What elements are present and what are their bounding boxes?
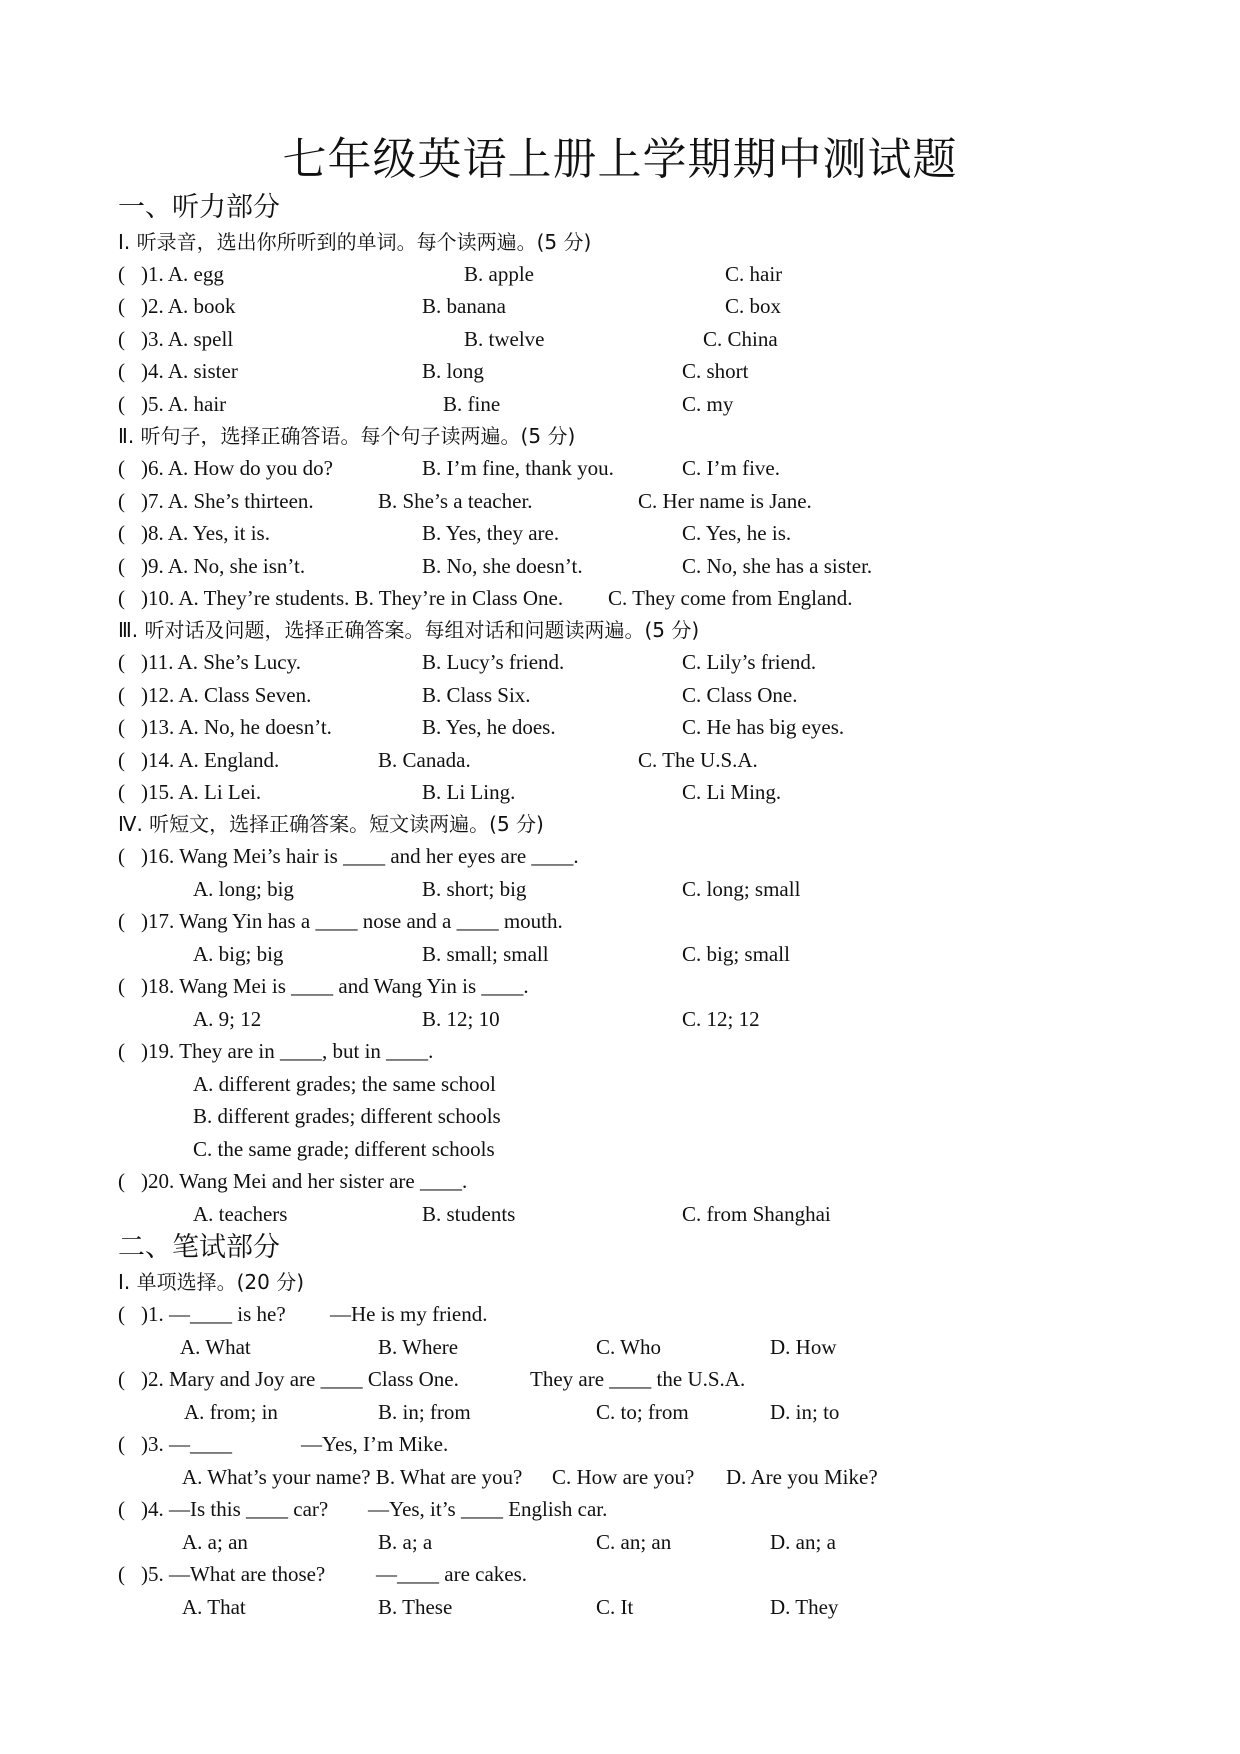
part-listening-heading: 一、听力部分 xyxy=(118,192,280,223)
option-b: B. I’m fine, thank you. xyxy=(422,456,614,480)
answer-paren: ( xyxy=(118,650,125,674)
written-question-5-options xyxy=(118,1591,1118,1623)
section-5-heading: Ⅰ. 单项选择。(20 分) xyxy=(118,1270,305,1294)
option-c: C. hair xyxy=(725,262,783,286)
question-stem: )4. —Is this ____ car? xyxy=(141,1497,329,1521)
option-c: C. an; an xyxy=(596,1530,672,1554)
option-c: C. Lily’s friend. xyxy=(682,650,817,674)
option-a: A. long; big xyxy=(193,877,294,901)
question-stem: )10. A. They’re students. B. They’re in Class One. xyxy=(141,586,564,610)
option-b: B. fine xyxy=(443,392,501,416)
option-b: B. a; a xyxy=(378,1530,433,1554)
option-b: B. Li Ling. xyxy=(422,780,516,804)
written-question-4 xyxy=(118,1493,1118,1525)
question-16 xyxy=(118,840,1118,872)
option-c: C. Li Ming. xyxy=(682,780,782,804)
option-c: C. I’m five. xyxy=(682,456,780,480)
option-b: B. No, she doesn’t. xyxy=(422,554,583,578)
question-11 xyxy=(118,646,1118,678)
option-b: B. banana xyxy=(422,294,506,318)
question-stem: )2. Mary and Joy are ____ Class One. xyxy=(141,1367,459,1391)
option-a: A. from; in xyxy=(184,1400,278,1424)
question-12 xyxy=(118,679,1118,711)
answer-paren: ( xyxy=(118,1169,125,1193)
option-b: B. twelve xyxy=(464,327,545,351)
question-stem: )20. Wang Mei and her sister are ____. xyxy=(141,1169,468,1193)
answer-paren: ( xyxy=(118,1562,125,1586)
answer-paren: ( xyxy=(118,1039,125,1063)
answer-paren: ( xyxy=(118,489,125,513)
answer-paren: ( xyxy=(118,1432,125,1456)
question-stem: )19. They are in ____, but in ____. xyxy=(141,1039,434,1063)
question-stem: )5. A. hair xyxy=(141,392,227,416)
written-question-1-options xyxy=(118,1331,1118,1363)
question-stem: )8. A. Yes, it is. xyxy=(141,521,270,545)
answer-paren: ( xyxy=(118,1497,125,1521)
answer-paren: ( xyxy=(118,392,125,416)
question-stem: )15. A. Li Lei. xyxy=(141,780,262,804)
option-d: D. an; a xyxy=(770,1530,836,1554)
question-reply: They are ____ the U.S.A. xyxy=(530,1367,746,1391)
option-a: A. a; an xyxy=(182,1530,248,1554)
option-d: D. Are you Mike? xyxy=(726,1465,878,1489)
option-a: A. What xyxy=(180,1335,251,1359)
option-a: A. teachers xyxy=(193,1202,288,1226)
option-c: C. They come from England. xyxy=(608,586,853,610)
question-stem: )6. A. How do you do? xyxy=(141,456,333,480)
question-1 xyxy=(118,258,1118,290)
question-6 xyxy=(118,452,1118,484)
option-c: C. short xyxy=(682,359,749,383)
question-stem: )11. A. She’s Lucy. xyxy=(141,650,302,674)
option-c: C. The U.S.A. xyxy=(638,748,758,772)
option-a: A. different grades; the same school xyxy=(193,1072,496,1096)
question-stem: )4. A. sister xyxy=(141,359,238,383)
option-c: C. How are you? xyxy=(552,1465,695,1489)
question-stem: )1. A. egg xyxy=(141,262,224,286)
option-b: B. Where xyxy=(378,1335,459,1359)
question-stem: )16. Wang Mei’s hair is ____ and her eyes are ____. xyxy=(141,844,579,868)
option-c: C. the same grade; different schools xyxy=(193,1137,495,1161)
answer-paren: ( xyxy=(118,748,125,772)
option-b: B. She’s a teacher. xyxy=(378,489,533,513)
option-c: C. from Shanghai xyxy=(682,1202,831,1226)
question-stem: )9. A. No, she isn’t. xyxy=(141,554,306,578)
answer-paren: ( xyxy=(118,1367,125,1391)
question-stem: )2. A. book xyxy=(141,294,236,318)
option-b: B. small; small xyxy=(422,942,549,966)
option-a: A. big; big xyxy=(193,942,284,966)
question-stem: )5. —What are those? xyxy=(141,1562,326,1586)
option-b: B. short; big xyxy=(422,877,527,901)
option-b: B. students xyxy=(422,1202,516,1226)
option-c: C. He has big eyes. xyxy=(682,715,845,739)
answer-paren: ( xyxy=(118,359,125,383)
question-stem: )13. A. No, he doesn’t. xyxy=(141,715,332,739)
question-stem: )14. A. England. xyxy=(141,748,280,772)
option-b: B. These xyxy=(378,1595,453,1619)
question-stem: )18. Wang Mei is ____ and Wang Yin is ____. xyxy=(141,974,529,998)
option-c: C. long; small xyxy=(682,877,801,901)
question-stem: )3. —____ xyxy=(141,1432,232,1456)
option-d: D. in; to xyxy=(770,1400,840,1424)
option-c: C. Class One. xyxy=(682,683,798,707)
question-9 xyxy=(118,550,1118,582)
question-reply: —____ are cakes. xyxy=(376,1562,528,1586)
answer-paren: ( xyxy=(118,586,125,610)
written-question-2 xyxy=(118,1363,1118,1395)
question-18 xyxy=(118,970,1118,1002)
answer-paren: ( xyxy=(118,844,125,868)
answer-paren: ( xyxy=(118,521,125,545)
option-b: B. 12; 10 xyxy=(422,1007,500,1031)
question-8 xyxy=(118,517,1118,549)
answer-paren: ( xyxy=(118,262,125,286)
option-b: B. different grades; different schools xyxy=(193,1104,501,1128)
answer-paren: ( xyxy=(118,683,125,707)
question-15 xyxy=(118,776,1118,808)
question-19-option-c xyxy=(118,1133,1118,1165)
option-b: B. long xyxy=(422,359,484,383)
section-2-heading: Ⅱ. 听句子，选择正确答语。每个句子读两遍。(5 分) xyxy=(118,424,576,448)
section-1-heading: Ⅰ. 听录音，选出你所听到的单词。每个读两遍。(5 分) xyxy=(118,230,592,254)
question-20 xyxy=(118,1165,1118,1197)
option-b: B. in; from xyxy=(378,1400,471,1424)
question-stem: )12. A. Class Seven. xyxy=(141,683,312,707)
option-c: C. Yes, he is. xyxy=(682,521,792,545)
option-c: C. box xyxy=(725,294,782,318)
section-3-heading: Ⅲ. 听对话及问题，选择正确答案。每组对话和问题读两遍。(5 分) xyxy=(118,618,700,642)
question-16-options xyxy=(118,873,1118,905)
written-question-3-options xyxy=(118,1461,1118,1493)
answer-paren: ( xyxy=(118,456,125,480)
option-d: D. They xyxy=(770,1595,839,1619)
option-c: C. my xyxy=(682,392,734,416)
question-17 xyxy=(118,905,1118,937)
option-c: C. big; small xyxy=(682,942,790,966)
question-2 xyxy=(118,290,1118,322)
option-b: B. Canada. xyxy=(378,748,471,772)
question-10 xyxy=(118,582,1118,614)
written-question-3 xyxy=(118,1428,1118,1460)
answer-paren: ( xyxy=(118,780,125,804)
question-stem: )3. A. spell xyxy=(141,327,234,351)
question-3 xyxy=(118,323,1118,355)
option-b: B. Yes, he does. xyxy=(422,715,556,739)
answer-paren: ( xyxy=(118,974,125,998)
question-stem: )7. A. She’s thirteen. xyxy=(141,489,314,513)
option-a: A. That xyxy=(182,1595,246,1619)
option-c: C. Who xyxy=(596,1335,661,1359)
option-c: C. No, she has a sister. xyxy=(682,554,873,578)
page-title: 七年级英语上册上学期期中测试题 xyxy=(282,134,958,185)
question-14 xyxy=(118,744,1118,776)
option-c: C. China xyxy=(703,327,778,351)
question-19-option-a xyxy=(118,1068,1118,1100)
question-4 xyxy=(118,355,1118,387)
option-c: C. Her name is Jane. xyxy=(638,489,812,513)
written-question-4-options xyxy=(118,1526,1118,1558)
option-a: A. What’s your name? B. What are you? xyxy=(182,1465,523,1489)
question-7 xyxy=(118,485,1118,517)
option-c: C. to; from xyxy=(596,1400,689,1424)
question-reply: —Yes, it’s ____ English car. xyxy=(368,1497,608,1521)
option-c: C. 12; 12 xyxy=(682,1007,760,1031)
question-20-options xyxy=(118,1198,1118,1230)
question-stem: )1. —____ is he? xyxy=(141,1302,286,1326)
answer-paren: ( xyxy=(118,554,125,578)
question-19-option-b xyxy=(118,1100,1118,1132)
question-stem: )17. Wang Yin has a ____ nose and a ____ mouth. xyxy=(141,909,563,933)
question-13 xyxy=(118,711,1118,743)
option-c: C. It xyxy=(596,1595,634,1619)
answer-paren: ( xyxy=(118,294,125,318)
question-17-options xyxy=(118,938,1118,970)
option-b: B. Lucy’s friend. xyxy=(422,650,565,674)
question-18-options xyxy=(118,1003,1118,1035)
option-b: B. Class Six. xyxy=(422,683,531,707)
section-4-heading: Ⅳ. 听短文，选择正确答案。短文读两遍。(5 分) xyxy=(118,812,544,836)
answer-paren: ( xyxy=(118,327,125,351)
question-reply: —Yes, I’m Mike. xyxy=(301,1432,449,1456)
part-written-heading: 二、笔试部分 xyxy=(118,1232,280,1263)
option-b: B. Yes, they are. xyxy=(422,521,560,545)
answer-paren: ( xyxy=(118,909,125,933)
question-reply: —He is my friend. xyxy=(330,1302,488,1326)
written-question-5 xyxy=(118,1558,1118,1590)
question-19 xyxy=(118,1035,1118,1067)
answer-paren: ( xyxy=(118,1302,125,1326)
written-question-1 xyxy=(118,1298,1118,1330)
option-a: A. 9; 12 xyxy=(193,1007,262,1031)
written-question-2-options xyxy=(118,1396,1118,1428)
question-5 xyxy=(118,388,1118,420)
option-d: D. How xyxy=(770,1335,837,1359)
option-b: B. apple xyxy=(464,262,534,286)
answer-paren: ( xyxy=(118,715,125,739)
